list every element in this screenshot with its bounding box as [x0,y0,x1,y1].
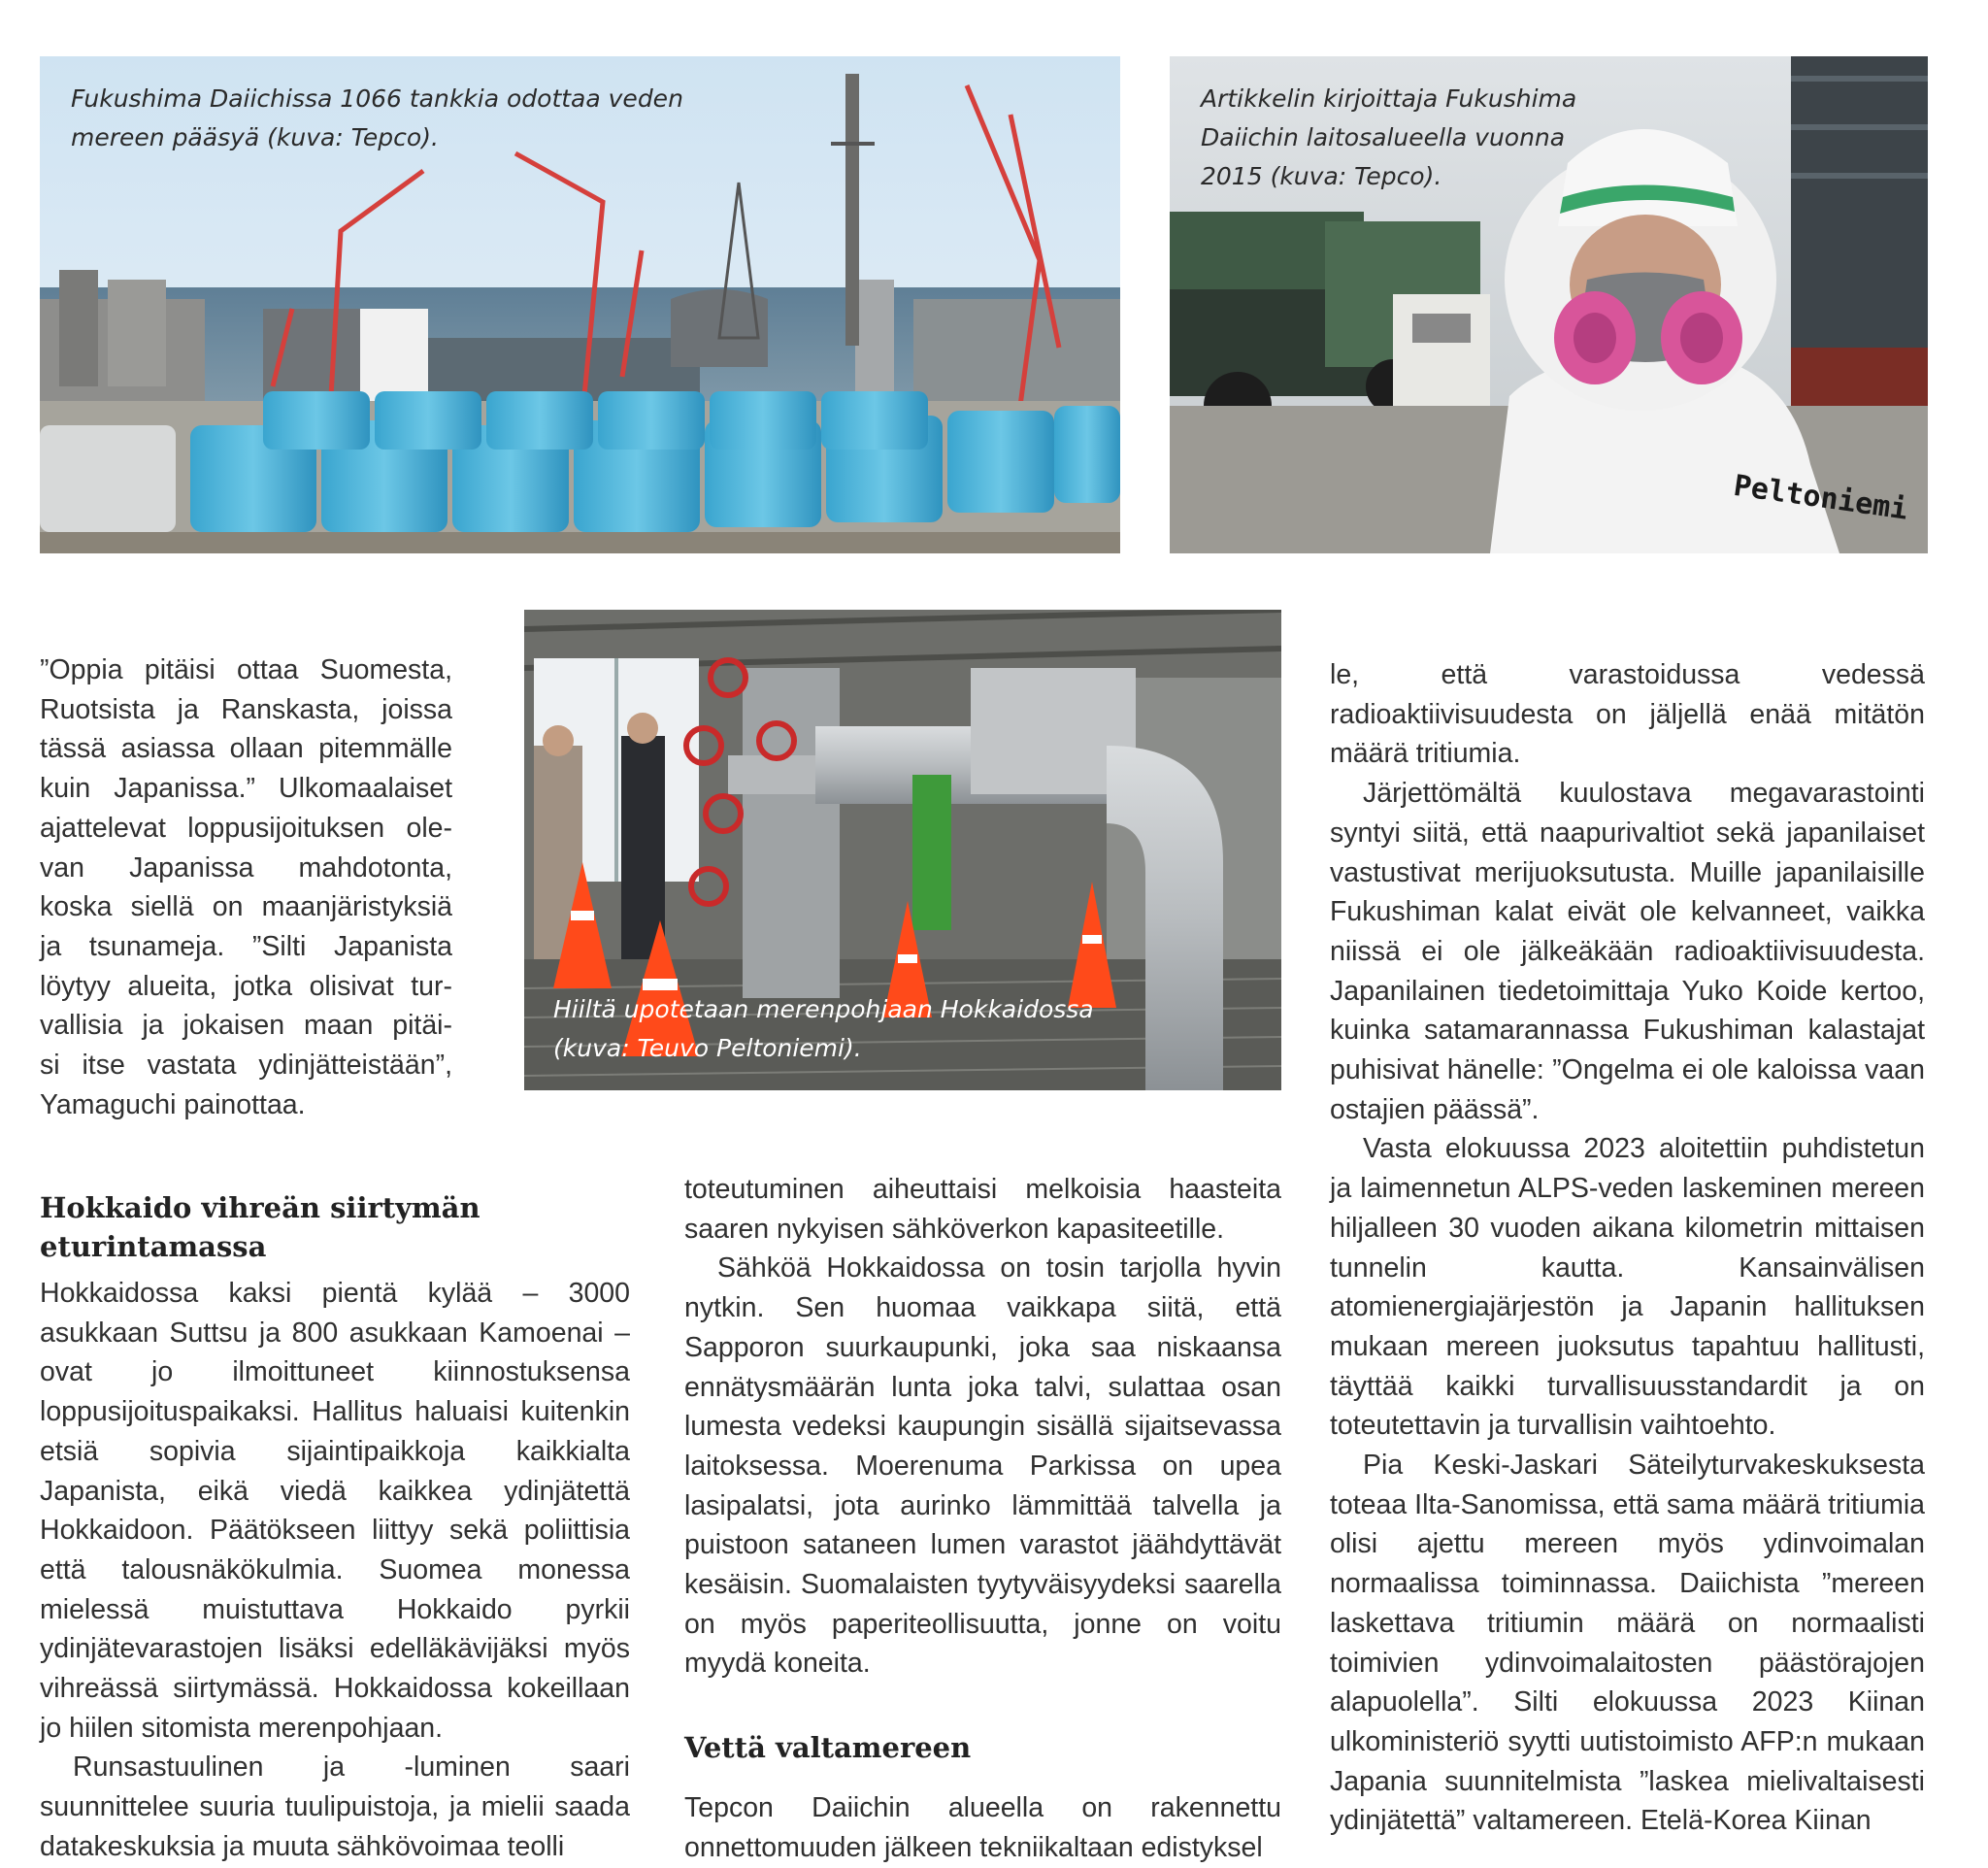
col3-paragraph-1: le, että varastoidussa vedessä radioaktiivisuudesta on jäljellä enää mitätön määrä tritiumia. [1330,659,1925,770]
col1-line-10: vallisia ja jokaisen maan pitäi- [40,1010,452,1042]
column-1-bottom [40,1188,630,1867]
column-1-top [40,650,452,1124]
photo-caption-pipe: Hiiltä upotetaan merenpohjaan Hokkaidossa (kuva: Teuvo Peltoniemi). [553,995,1094,1062]
photo-carbon-pipe [524,610,1281,1090]
col1-line-8: ja tsunameja. ”Silti Japanista [40,930,452,962]
col1-paragraph-1: Hokkaidossa kaksi pientä kylää – 3000 asukkaan Suttsu ja 800 asukkaan Kamoenai – ovat jo ilmoittuneet kiinnostuksensa loppusijoituspaikaksi. Hallitus haluaisi kuitenkin etsiä sopivia sijaintipaikkoja kaikkialta Japanista, eikä viedä kaikkea ydinjätettä Hokkaidoon. Päätökseen liittyy sekä poliittisia että talousnäkökulmia. Suomea monessa mielessä muistuttava Hokkaido pyrkii ydinjätevarastojen lisäksi edelläkävijäksi myös vihreässä siirtymässä. Hokkaidossa kokeillaan jo hiilen sitomista merenpohjaan. [40,1278,630,1744]
col3-paragraph-4: Pia Keski-Jaskari Säteilyturvakeskuksesta toteaa Ilta-Sanomissa, että sama määrä tritiumia olisi ajettu mereen myös ydinvoimalan normaalissa toiminnassa. Daiichista ”mereen laskettava tritiumin määrä on normaalisti toimivien ydinvoimalaitosten päästörajojen alapuolella”. Silti elokuussa 2023 Kiinan ulkoministeriö syytti uutistoimisto AFP:n mukaan Japania suunnitelmista ”laskea mielivaltaisesti ydinjätettä” valtamereen. Etelä-Korea Kiinan [1330,1450,1926,1837]
col2-paragraph-2: Sähköä Hokkaidossa on tosin tarjolla hyvin nytkin. Sen huomaa vaikkapa siitä, että Sapporon suurkaupunki, joka saa niskaansa ennätysmäärän lunta joka talvi, sulattaa osan lumesta vedeksi kaupungin sisällä sijaitsevassa laitoksessa. Moerenuma Parkissa on upea lasipalatsi, jota aurinko lämmittää talvella ja puistoon sataneen lumen varastot jäähdyttävät kesäisin. Suomalaisten tyytyväisyydeksi saarella on myös paperiteollisuutta, jonne on voitu myydä koneita. [684,1252,1281,1680]
col1-line-7: koska siellä on maanjäristyksiä [40,891,452,923]
col1-line-12: Yamaguchi painottaa. [40,1088,306,1120]
section-heading-vetta: Vettä valtamereen [684,1731,972,1765]
col1-line-9: löytyy alueita, jotka olisivat tur- [40,970,452,1002]
photo-author-portrait [1170,56,1928,553]
column-3 [1330,655,1925,1841]
col1-line-3: tässä asiassa ollaan pitemmälle [40,733,452,765]
suit-name-tag: Peltoniemi [1731,468,1910,527]
photo-caption-author: Artikkelin kirjoittaja Fukushima Daiichin laitosalueella vuonna 2015 (kuva: Tepco). [1201,84,1577,190]
col1-line-1: ”Oppia pitäisi ottaa Suomesta, [40,654,452,685]
col2-paragraph-3: Tepcon Daiichin alueella on rakennettu onnettomuuden jälkeen tekniikaltaan edistyksel [684,1792,1281,1863]
col3-paragraph-3: Vasta elokuussa 2023 aloitettiin puhdistetun ja laimennetun ALPS-veden laskeminen mereen hiljalleen 30 vuoden aikana kilometrin mittaisen tunnelin kautta. Kansainvälisen atomienergiajärjestön ja Japanin hallituksen mukaan mereen juoksutus tapahtuu hallitusti, täyttää kaikki turvallisuusstandardit ja on toteutettavin ja turvallisin vaihtoehto. [1330,1133,1925,1442]
col1-paragraph-2: Runsastuulinen ja -luminen saari suunnittelee suuria tuulipuistoja, ja mielii saada datakeskuksia ja muuta sähkövoimaa teolli [40,1751,630,1862]
col3-paragraph-2: Järjettömältä kuulostava megavarastointi syntyi siitä, että naapurivaltiot sekä japanilaiset vastustivat merijuoksutusta. Muille japanilaisille Fukushiman kalat eivät ole kelvanneet, vaikka niissä ei ole jälkeäkään radioaktiivisuudesta. Japanilainen tiedetoimittaja Yuko Koide kertoo, kuinka satamarannassa Fukushiman kalastajat puhisivat hänelle: ”Ongelma ei ole kaloissa vaan ostajien päässä”. [1330,778,1925,1125]
col1-line-2: Ruotsista ja Ranskasta, joissa [40,693,452,725]
photo-caption-tanks: Fukushima Daiichissa 1066 tankkia odottaa veden mereen pääsyä (kuva: Tepco). [71,84,683,151]
section-heading-hokkaido: Hokkaido vihreän siirtymän eturintamassa [40,1191,480,1263]
col2-paragraph-1: toteutuminen aiheuttaisi melkoisia haasteita saaren nykyisen sähköverkon kapasiteetille. [684,1174,1281,1245]
col1-line-6: van Japanissa mahdotonta, [40,851,452,884]
col1-line-5: ajattelevat loppusijoituksen ole- [40,812,452,844]
col1-line-4: kuin Japanissa.” Ulkomaalaiset [40,773,452,805]
photo-fukushima-tanks [40,56,1120,553]
col1-line-11: si itse vastata ydinjätteistään”, [40,1050,452,1082]
column-2 [684,1170,1281,1868]
